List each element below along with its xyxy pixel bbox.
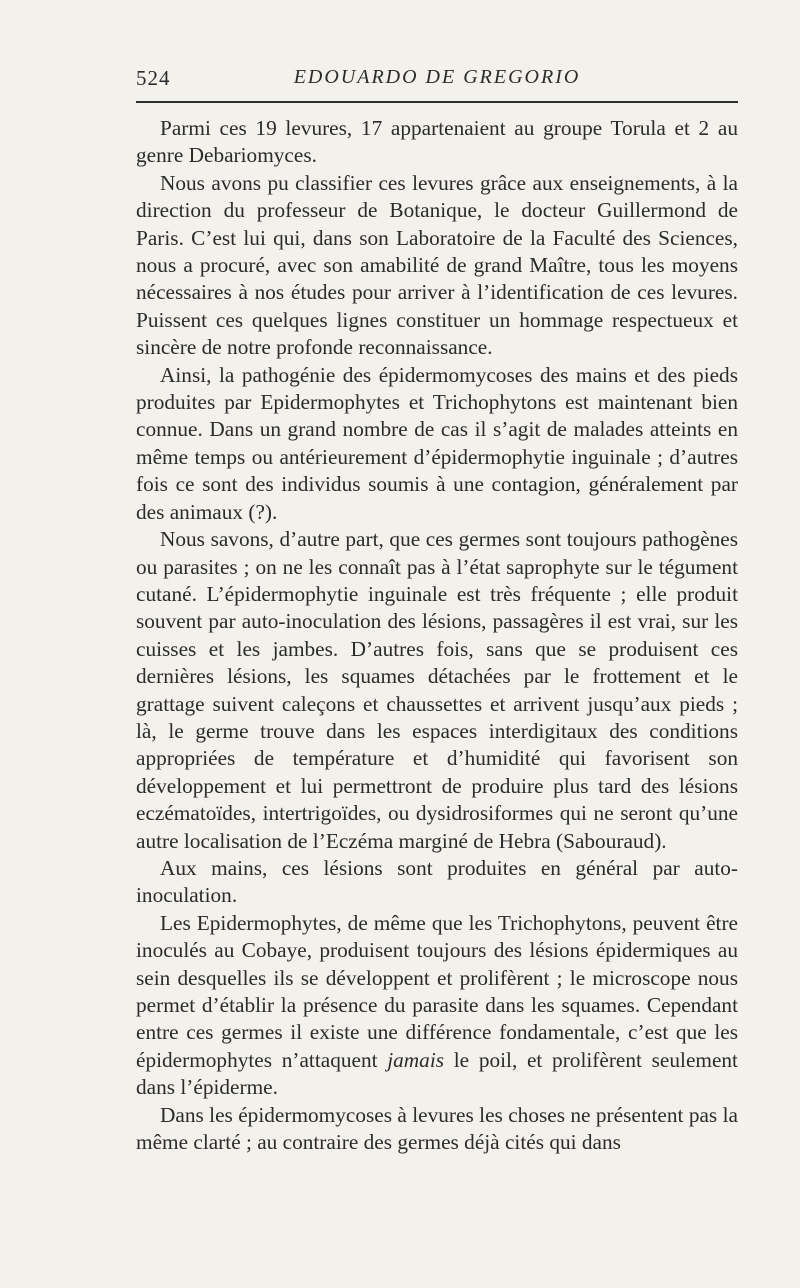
paragraph: Aux mains, ces lésions sont produites en général par auto-inoculation. bbox=[136, 855, 738, 908]
paragraph: Dans les épidermomycoses à levures les choses ne présentent pas la même clarté ; au contraire des germes déjà cités qui dans bbox=[136, 1102, 738, 1155]
paragraph: Nous savons, d’autre part, que ces germes sont toujours pathogènes ou parasites ; on ne les connaît pas à l’état saprophyte sur le tégument cutané. L’épidermophytie inguinale est très fréquente ; elle produit souvent par auto-inoculation des lésions, passagères il est vrai, sur les cuisses et les jambes. D’autres fois, sans que se produisent ces dernières lésions, les squames détachées par le frottement et le grattage suivent caleçons et chaussettes et arrivent jusqu’aux pieds ; là, le germe trouve dans les espaces interdigitaux des conditions appropriées de température et d’humidité qui favorisent son développement et lui permettront de produire plus tard des lésions eczématoïdes, intertrigoïdes, ou dysidrosiformes qui ne seront qu’une autre localisation de l’Eczéma marginé de Hebra (Sabouraud). bbox=[136, 527, 738, 853]
header-rule bbox=[136, 101, 738, 103]
paragraph bbox=[136, 910, 738, 1102]
page-number: 524 bbox=[136, 66, 171, 90]
body-text bbox=[136, 115, 738, 1156]
paragraph: Ainsi, la pathogénie des épidermomycoses des mains et des pieds produites par Epidermophytes et Trichophytons est maintenant bien connue. Dans un grand nombre de cas il s’agit de malades atteints en même temps ou antérieurement d’épidermophytie inguinale ; d’autres fois ce sont des individus soumis à une contagion, généralement par des animaux (?). bbox=[136, 362, 738, 524]
paragraph: Nous avons pu classifier ces levures grâce aux enseignements, à la direction du professeur de Botanique, le docteur Guillermond de Paris. C’est lui qui, dans son Laboratoire de la Faculté des Sciences, nous a procuré, avec son amabilité de grand Maître, tous les moyens nécessaires à nos études pour arriver à l’identification de ces levures. Puissent ces quelques lignes constituer un hommage respectueux et sincère de notre profonde reconnaissance. bbox=[136, 170, 738, 360]
paragraph-text: Les Epidermophytes, de même que les Trichophytons, peuvent être inoculés au Cobaye, produisent toujours des lésions épidermiques au sein desquelles ils se développent et prolifèrent ; le microscope nous permet d’établir la présence du parasite dans les squames. Cependant entre ces germes il existe une différence fondamentale, c’est que les épidermophytes n’attaquent bbox=[136, 910, 738, 1072]
paragraph: Parmi ces 19 levures, 17 appartenaient au groupe Torula et 2 au genre Debariomyces. bbox=[136, 116, 738, 168]
paragraph-text: le poil, et prolifèrent seulement dans l’épiderme. bbox=[136, 1047, 738, 1100]
page-header bbox=[136, 66, 738, 96]
emphasis-word: jamais bbox=[387, 1047, 445, 1072]
running-title: EDOUARDO DE GREGORIO bbox=[293, 66, 581, 88]
